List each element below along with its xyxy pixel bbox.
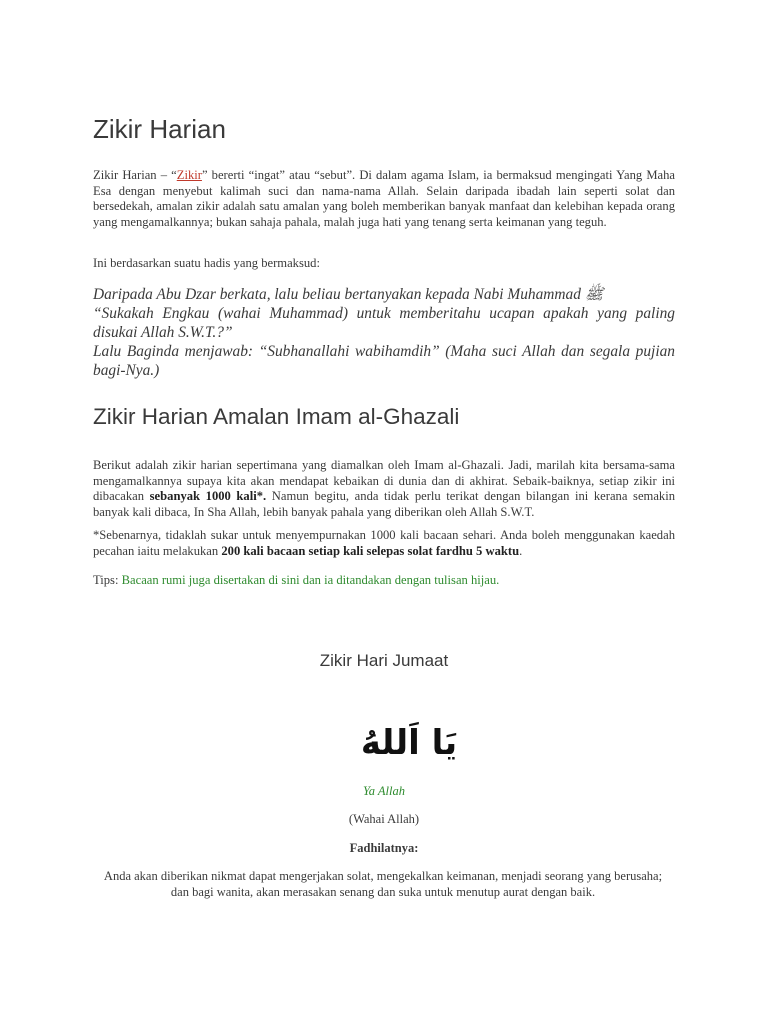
intro-paragraph xyxy=(93,168,675,230)
page-title: Zikir Harian xyxy=(93,114,226,144)
intro-rest: ” bererti “ingat” atau “sebut”. Di dalam agama Islam, ia bermaksud mengingati Yang Maha Esa dengan menyebut kalimah suci dan nama-nama Allah. Selain daripada ibadah lain seperti solat dan bersedekah, amalan zikir adalah satu amalan yang boleh memberikan banyak manfaat dan kelebihan kepada orang yang mengamalkannya; bukan sahaja pahala, malah juga hati yang tenang serta keimanan yang teguh. xyxy=(93,168,675,229)
hadith-intro: Ini berdasarkan suatu hadis yang bermaksud: xyxy=(93,256,320,270)
arabic-calligraphy-image xyxy=(360,710,458,768)
tips-text: Bacaan rumi juga disertakan di sini dan ia ditandakan dengan tulisan hijau. xyxy=(121,573,500,587)
note-paragraph xyxy=(93,528,675,559)
section-title: Zikir Harian Amalan Imam al-Ghazali xyxy=(93,404,460,429)
meaning: (Wahai Allah) xyxy=(348,812,420,826)
p4-bold: 200 kali bacaan setiap kali selepas solat fardhu 5 waktu xyxy=(221,543,520,558)
p3-text: Berikut adalah zikir harian sepertimana yang diamalkan oleh Imam al-Ghazali. Jadi, marilah kita bersama-sama mengamalkannya supaya kita akan mendapat kebaikan di dunia dan di akhirat. Sebaik-baiknya, setiap zikir ini dibacakan xyxy=(93,458,675,504)
zikir-heading: Zikir Hari Jumaat xyxy=(319,651,449,670)
quote-line-1: Daripada Abu Dzar berkata, lalu beliau bertanyakan kepada Nabi Muhammad ﷺ xyxy=(93,286,604,303)
intro-lead: Zikir Harian – “ xyxy=(93,168,177,182)
p4-rest: . xyxy=(519,543,523,558)
fadhilat-label: Fadhilatnya: xyxy=(349,841,419,855)
zikir-link[interactable]: Zikir xyxy=(176,168,202,182)
p4-text: *Sebenarnya, tidaklah sukar untuk menyempurnakan 1000 kali bacaan sehari. Anda boleh menggunakan kaedah pecahan iaitu melakukan xyxy=(93,528,675,558)
quote-line-3: Lalu Baginda menjawab: “Subhanallahi wabihamdih” (Maha suci Allah dan segala pujian bagi-Nya.) xyxy=(93,343,675,379)
quote-line-2: “Sukakah Engkau (wahai Muhammad) untuk memberitahu ucapan apakah yang paling disukai Allah S.W.T.?” xyxy=(93,305,675,341)
transliteration: Ya Allah xyxy=(362,784,406,798)
p3-bold: sebanyak 1000 kali*. xyxy=(149,489,267,504)
tips-paragraph xyxy=(93,573,675,589)
ghazali-paragraph xyxy=(93,458,675,520)
hadith-quote xyxy=(93,285,675,380)
tips-label: Tips: xyxy=(93,573,122,587)
fadhilat-text: Anda akan diberikan nikmat dapat mengerjakan solat, mengekalkan keimanan, menjadi seorang yang berusaha; dan bagi wanita, akan merasakan senang dan suka untuk menutup aurat dengan baik. xyxy=(103,869,663,899)
arabic-text: يَا اَللهُ xyxy=(360,723,458,763)
p3-rest: Namun begitu, anda tidak perlu terikat dengan bilangan ini kerana semakin banyak kali dibaca, In Sha Allah, lebih banyak pahala yang diberikan oleh Allah S.W.T. xyxy=(93,489,676,519)
